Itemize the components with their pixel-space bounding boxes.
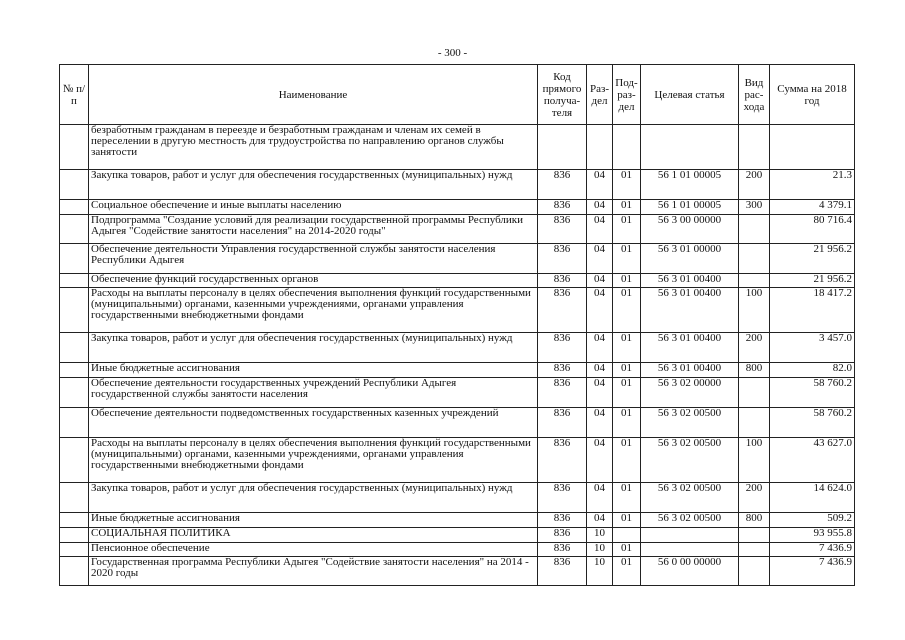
row-target: 56 0 00 00000 <box>641 557 739 586</box>
row-num <box>60 483 89 513</box>
row-target: 56 3 01 00400 <box>641 274 739 288</box>
row-name: Пенсионное обеспечение <box>89 543 538 557</box>
row-exptype <box>739 215 770 244</box>
row-name: Закупка товаров, работ и услуг для обеспечения государственных (муниципальных) нужд <box>89 170 538 200</box>
budget-table <box>59 64 855 586</box>
row-amount: 43 627.0 <box>770 438 855 483</box>
row-name: Обеспечение деятельности государственных учреждений Республики Адыгея государственной службы занятости населения <box>89 378 538 408</box>
row-section: 04 <box>587 288 613 333</box>
row-subsection <box>613 125 641 170</box>
row-exptype: 800 <box>739 513 770 528</box>
row-amount: 80 716.4 <box>770 215 855 244</box>
row-subsection: 01 <box>613 288 641 333</box>
row-num <box>60 333 89 363</box>
row-target: 56 3 02 00000 <box>641 378 739 408</box>
table-row <box>60 170 855 200</box>
row-name: Государственная программа Республики Адыгея "Содействие занятости населения" на 2014 - 2020 годы <box>89 557 538 586</box>
table-row <box>60 378 855 408</box>
row-amount: 93 955.8 <box>770 528 855 543</box>
row-num <box>60 170 89 200</box>
row-target <box>641 125 739 170</box>
row-code: 836 <box>538 483 587 513</box>
row-name: безработным гражданам в переезде и безработным гражданам и членам их семей в переселении в другую местность для трудоустройства по направлению органов службы занятости <box>89 125 538 170</box>
row-subsection: 01 <box>613 274 641 288</box>
table-row <box>60 513 855 528</box>
table-row <box>60 528 855 543</box>
row-amount: 4 379.1 <box>770 200 855 215</box>
row-exptype: 800 <box>739 363 770 378</box>
row-section: 04 <box>587 363 613 378</box>
row-code: 836 <box>538 274 587 288</box>
row-name: СОЦИАЛЬНАЯ ПОЛИТИКА <box>89 528 538 543</box>
row-exptype: 200 <box>739 170 770 200</box>
row-subsection: 01 <box>613 408 641 438</box>
row-num <box>60 215 89 244</box>
row-subsection: 01 <box>613 200 641 215</box>
row-subsection: 01 <box>613 513 641 528</box>
row-name: Обеспечение деятельности подведомственных государственных казенных учреждений <box>89 408 538 438</box>
row-code: 836 <box>538 215 587 244</box>
table-row <box>60 543 855 557</box>
row-section: 04 <box>587 333 613 363</box>
row-amount: 58 760.2 <box>770 408 855 438</box>
row-section: 04 <box>587 170 613 200</box>
row-section: 04 <box>587 200 613 215</box>
row-exptype <box>739 378 770 408</box>
row-name: Расходы на выплаты персоналу в целях обеспечения выполнения функций государственными (муниципальными) органами, казенными учреждениями, органами управления государственными внебюджетными фондами <box>89 288 538 333</box>
row-target: 56 3 01 00000 <box>641 244 739 274</box>
row-code <box>538 125 587 170</box>
row-subsection: 01 <box>613 215 641 244</box>
row-name: Расходы на выплаты персоналу в целях обеспечения выполнения функций государственными (муниципальными) органами, казенными учреждениями, органами управления государственными внебюджетными фондами <box>89 438 538 483</box>
row-amount: 509.2 <box>770 513 855 528</box>
row-section: 04 <box>587 378 613 408</box>
row-exptype <box>739 528 770 543</box>
row-num <box>60 125 89 170</box>
header-row <box>60 65 855 125</box>
row-section: 10 <box>587 557 613 586</box>
row-code: 836 <box>538 557 587 586</box>
row-name: Иные бюджетные ассигнования <box>89 513 538 528</box>
row-amount <box>770 125 855 170</box>
row-amount: 14 624.0 <box>770 483 855 513</box>
row-num <box>60 363 89 378</box>
row-section: 10 <box>587 543 613 557</box>
row-subsection: 01 <box>613 333 641 363</box>
row-subsection: 01 <box>613 543 641 557</box>
row-exptype <box>739 244 770 274</box>
row-exptype: 200 <box>739 483 770 513</box>
table-row <box>60 200 855 215</box>
row-num <box>60 557 89 586</box>
row-amount: 82.0 <box>770 363 855 378</box>
table-row <box>60 408 855 438</box>
row-section: 04 <box>587 513 613 528</box>
table-row <box>60 557 855 586</box>
table-row <box>60 274 855 288</box>
row-subsection: 01 <box>613 170 641 200</box>
table-row <box>60 288 855 333</box>
table-row <box>60 333 855 363</box>
row-amount: 21 956.2 <box>770 274 855 288</box>
table-header <box>60 65 855 125</box>
row-subsection: 01 <box>613 557 641 586</box>
row-target: 56 3 02 00500 <box>641 408 739 438</box>
row-code: 836 <box>538 528 587 543</box>
row-exptype: 100 <box>739 438 770 483</box>
header-name: Наименование <box>89 65 538 125</box>
row-exptype <box>739 125 770 170</box>
table-row <box>60 125 855 170</box>
table-body <box>60 125 855 586</box>
row-exptype: 100 <box>739 288 770 333</box>
row-exptype <box>739 274 770 288</box>
row-target: 56 3 01 00400 <box>641 333 739 363</box>
row-target: 56 3 00 00000 <box>641 215 739 244</box>
row-num <box>60 274 89 288</box>
row-num <box>60 513 89 528</box>
row-code: 836 <box>538 170 587 200</box>
row-code: 836 <box>538 513 587 528</box>
row-section <box>587 125 613 170</box>
row-name: Закупка товаров, работ и услуг для обеспечения государственных (муниципальных) нужд <box>89 333 538 363</box>
row-name: Иные бюджетные ассигнования <box>89 363 538 378</box>
row-amount: 7 436.9 <box>770 543 855 557</box>
header-section: Раз-дел <box>587 65 613 125</box>
row-subsection: 01 <box>613 438 641 483</box>
row-target: 56 1 01 00005 <box>641 170 739 200</box>
row-amount: 58 760.2 <box>770 378 855 408</box>
row-exptype <box>739 543 770 557</box>
row-target <box>641 543 739 557</box>
row-section: 04 <box>587 244 613 274</box>
row-code: 836 <box>538 363 587 378</box>
row-section: 10 <box>587 528 613 543</box>
row-section: 04 <box>587 215 613 244</box>
row-target: 56 3 01 00400 <box>641 288 739 333</box>
row-num <box>60 528 89 543</box>
row-num <box>60 378 89 408</box>
row-amount: 21.3 <box>770 170 855 200</box>
row-target: 56 3 02 00500 <box>641 483 739 513</box>
row-section: 04 <box>587 483 613 513</box>
row-amount: 3 457.0 <box>770 333 855 363</box>
row-exptype <box>739 557 770 586</box>
header-num: № п/п <box>60 65 89 125</box>
row-code: 836 <box>538 438 587 483</box>
row-code: 836 <box>538 378 587 408</box>
row-target <box>641 528 739 543</box>
row-exptype: 300 <box>739 200 770 215</box>
row-subsection: 01 <box>613 378 641 408</box>
row-name: Обеспечение функций государственных органов <box>89 274 538 288</box>
row-code: 836 <box>538 408 587 438</box>
header-code: Код прямого получа-теля <box>538 65 587 125</box>
row-num <box>60 408 89 438</box>
header-target: Целевая статья <box>641 65 739 125</box>
row-exptype: 200 <box>739 333 770 363</box>
row-code: 836 <box>538 543 587 557</box>
row-amount: 21 956.2 <box>770 244 855 274</box>
header-subsection: Под-раз-дел <box>613 65 641 125</box>
table-row <box>60 483 855 513</box>
row-subsection: 01 <box>613 483 641 513</box>
page-number: - 300 - <box>437 47 468 59</box>
row-code: 836 <box>538 288 587 333</box>
row-name: Подпрограмма "Создание условий для реализации государственной программы Республики Адыгея "Содействие занятости населения" на 2014-2020 годы" <box>89 215 538 244</box>
row-name: Обеспечение деятельности Управления государственной службы занятости населения Республики Адыгея <box>89 244 538 274</box>
table-row <box>60 244 855 274</box>
table-row <box>60 363 855 378</box>
row-num <box>60 244 89 274</box>
header-amount: Сумма на 2018 год <box>770 65 855 125</box>
row-code: 836 <box>538 333 587 363</box>
row-num <box>60 543 89 557</box>
row-amount: 18 417.2 <box>770 288 855 333</box>
row-amount: 7 436.9 <box>770 557 855 586</box>
row-num <box>60 288 89 333</box>
row-subsection: 01 <box>613 363 641 378</box>
row-section: 04 <box>587 408 613 438</box>
row-subsection: 01 <box>613 244 641 274</box>
header-exptype: Вид рас-хода <box>739 65 770 125</box>
table-row <box>60 438 855 483</box>
row-section: 04 <box>587 274 613 288</box>
row-num <box>60 438 89 483</box>
row-code: 836 <box>538 244 587 274</box>
row-name: Социальное обеспечение и иные выплаты населению <box>89 200 538 215</box>
row-num <box>60 200 89 215</box>
table-row <box>60 215 855 244</box>
row-code: 836 <box>538 200 587 215</box>
row-target: 56 3 01 00400 <box>641 363 739 378</box>
row-exptype <box>739 408 770 438</box>
row-target: 56 1 01 00005 <box>641 200 739 215</box>
row-name: Закупка товаров, работ и услуг для обеспечения государственных (муниципальных) нужд <box>89 483 538 513</box>
row-subsection <box>613 528 641 543</box>
row-target: 56 3 02 00500 <box>641 438 739 483</box>
row-target: 56 3 02 00500 <box>641 513 739 528</box>
row-section: 04 <box>587 438 613 483</box>
